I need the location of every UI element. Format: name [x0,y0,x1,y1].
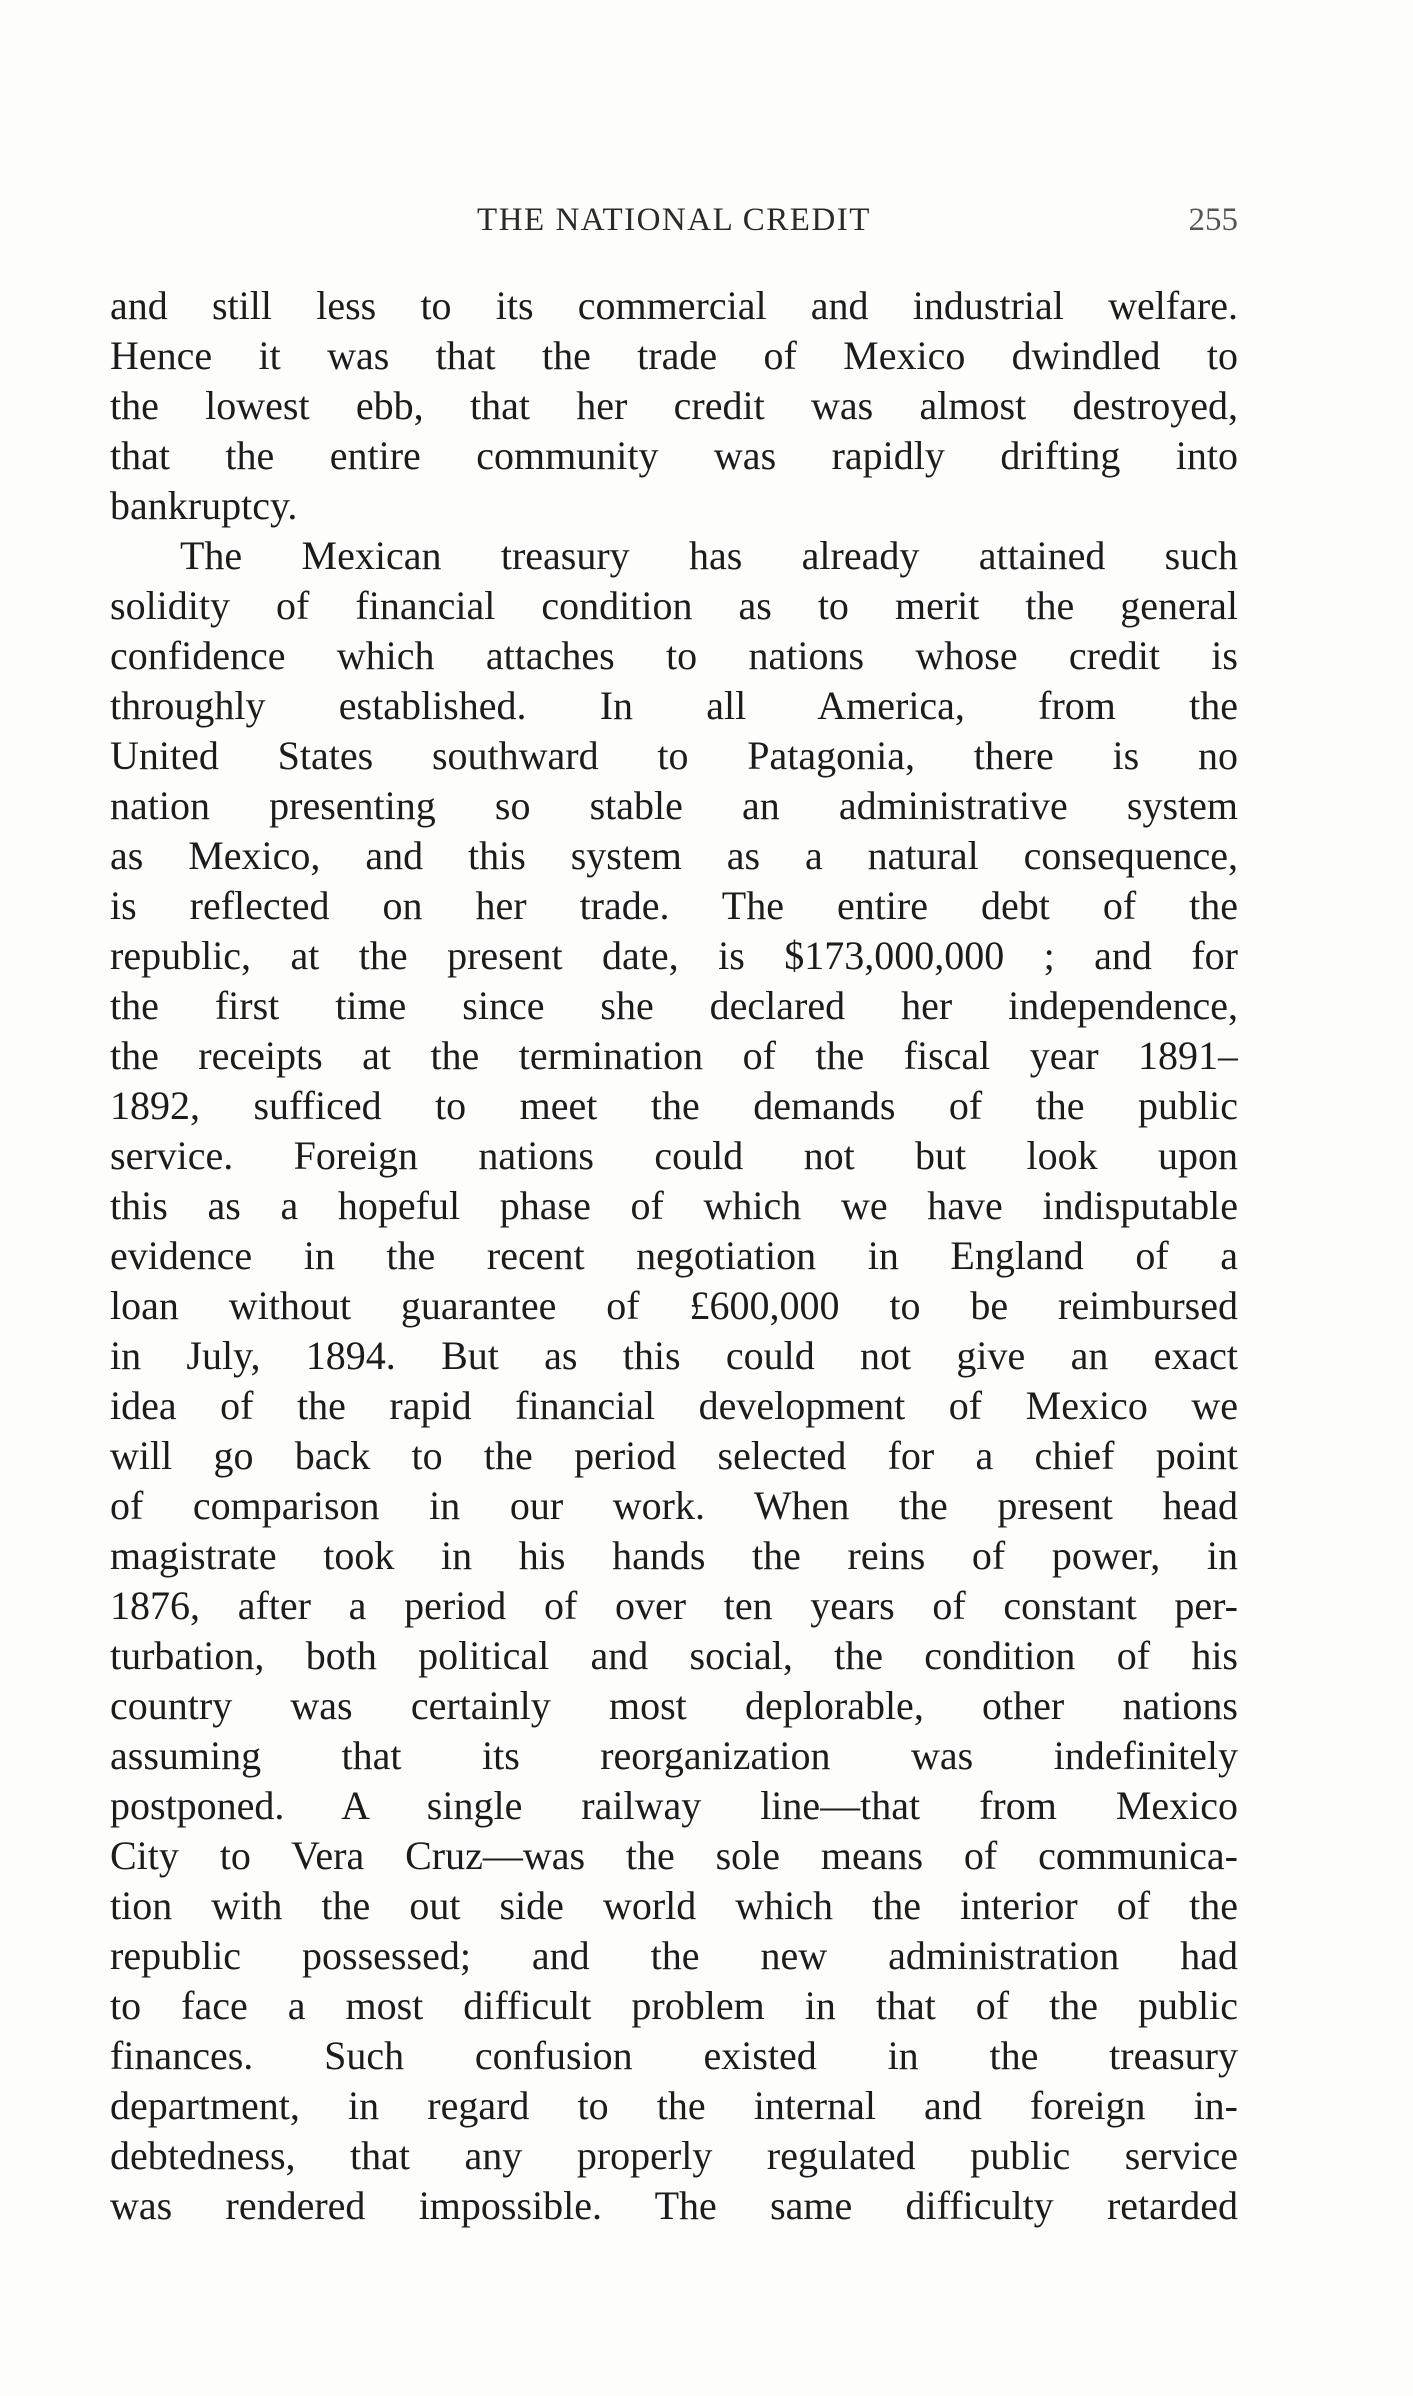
text-line: of comparison in our work. When the present head [110,1483,1238,1528]
text-line: The Mexican treasury has already attained such [180,533,1238,578]
text-line: tion with the out side world which the interior of the [110,1883,1238,1928]
text-line: idea of the rapid financial development of Mexico we [110,1383,1238,1428]
text-line: confidence which attaches to nations whose credit is [110,633,1238,678]
text-line: service. Foreign nations could not but look upon [110,1133,1238,1178]
text-line: the first time since she declared her independence, [110,983,1238,1028]
text-line: department, in regard to the internal and foreign in- [110,2083,1238,2128]
text-line: republic possessed; and the new administration had [110,1933,1238,1978]
text-line: that the entire community was rapidly drifting into [110,433,1238,478]
text-line: loan without guarantee of £600,000 to be reimbursed [110,1283,1238,1328]
text-line: 1876, after a period of over ten years of constant per- [110,1583,1238,1628]
text-line: debtedness, that any properly regulated public service [110,2133,1238,2178]
text-line: assuming that its reorganization was indefinitely [110,1733,1238,1778]
text-line: bankruptcy. [110,483,298,528]
text-line: in July, 1894. But as this could not give an exact [110,1333,1238,1378]
text-line: throughly established. In all America, from the [110,683,1238,728]
text-line: this as a hopeful phase of which we have indisputable [110,1183,1238,1228]
text-line: United States southward to Patagonia, there is no [110,733,1238,778]
text-line: evidence in the recent negotiation in England of a [110,1233,1238,1278]
text-line: turbation, both political and social, the condition of his [110,1633,1238,1678]
running-title: THE NATIONAL CREDIT [477,202,871,238]
text-line: country was certainly most deplorable, other nations [110,1683,1238,1728]
text-line: and still less to its commercial and industrial welfare. [110,283,1238,328]
text-line: 1892, sufficed to meet the demands of the public [110,1083,1238,1128]
text-line: the lowest ebb, that her credit was almost destroyed, [110,383,1238,428]
text-line: solidity of financial condition as to merit the general [110,583,1238,628]
text-line: postponed. A single railway line—that from Mexico [110,1783,1238,1828]
text-line: as Mexico, and this system as a natural consequence, [110,833,1238,878]
text-line: is reflected on her trade. The entire debt of the [110,883,1238,928]
text-line: will go back to the period selected for a chief point [110,1433,1238,1478]
text-line: to face a most difficult problem in that of the public [110,1983,1238,2028]
body-text [110,281,1238,2231]
text-line: magistrate took in his hands the reins of power, in [110,1533,1238,1578]
page-number: 255 [1188,202,1238,238]
text-line: the receipts at the termination of the fiscal year 1891– [110,1033,1238,1078]
text-line: City to Vera Cruz—was the sole means of communica- [110,1833,1238,1878]
text-line: finances. Such confusion existed in the treasury [110,2033,1238,2078]
text-line: republic, at the present date, is $173,000,000 ; and for [110,933,1238,978]
text-line: Hence it was that the trade of Mexico dwindled to [110,333,1238,378]
text-line: nation presenting so stable an administrative system [110,783,1238,828]
text-line: was rendered impossible. The same difficulty retarded [110,2183,1238,2228]
running-head [110,196,1238,244]
